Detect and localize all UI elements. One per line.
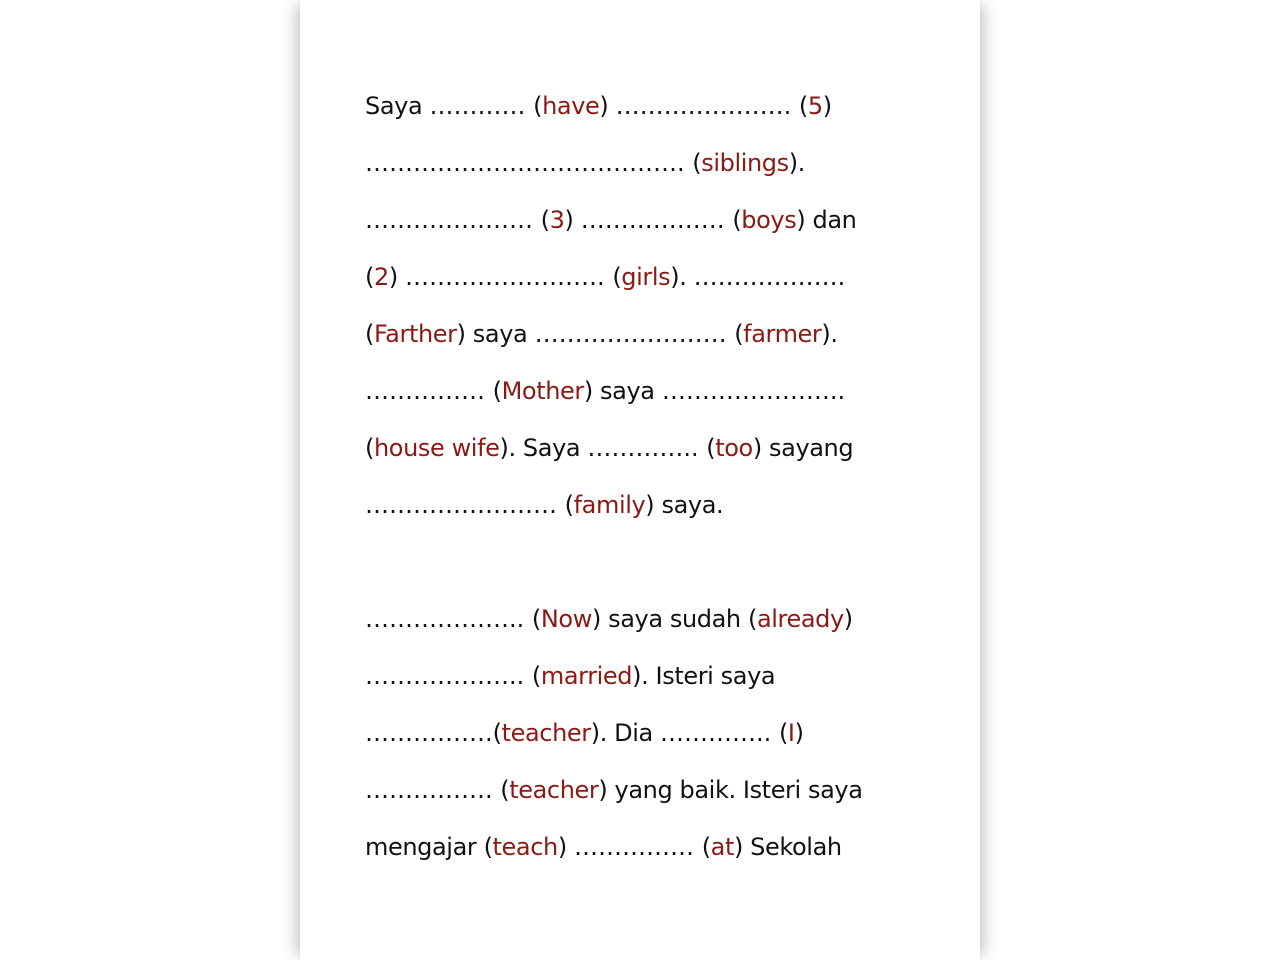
text-line: [365, 312, 945, 369]
fill-in-blank[interactable]: ………………….: [615, 92, 799, 120]
static-text: (: [540, 206, 550, 234]
fill-in-blank[interactable]: …………: [429, 92, 534, 120]
english-hint-word: siblings: [701, 149, 789, 177]
text-line: [365, 426, 945, 483]
fill-in-blank[interactable]: ……………………: [534, 320, 735, 348]
static-text: (: [734, 320, 744, 348]
english-hint-word: girls: [621, 263, 671, 291]
fill-in-blank[interactable]: …………..: [587, 434, 707, 462]
static-text: Saya: [365, 92, 430, 120]
static-text: ). Saya: [499, 434, 588, 462]
english-hint-word: Farther: [373, 320, 457, 348]
paragraph-gap: [365, 540, 945, 597]
fill-in-blank[interactable]: …………………..: [661, 377, 846, 405]
static-text: ): [388, 263, 406, 291]
text-line: [365, 84, 945, 141]
english-hint-word: teach: [492, 833, 558, 861]
static-text: ) saya.: [645, 491, 724, 519]
static-text: ) yang baik. Isteri saya: [598, 776, 863, 804]
static-text: (: [365, 434, 374, 462]
fill-in-blank[interactable]: ……………: [574, 833, 702, 861]
static-text: (: [533, 92, 543, 120]
english-hint-word: boys: [741, 206, 797, 234]
static-text: (: [612, 263, 622, 291]
static-text: ): [599, 92, 616, 120]
english-hint-word: teacher: [501, 719, 591, 747]
fill-in-blank[interactable]: ……………: [365, 377, 493, 405]
fill-in-blank[interactable]: …………………: [365, 206, 541, 234]
static-text: ). Dia: [590, 719, 661, 747]
static-text: ).: [670, 263, 694, 291]
static-text: ) dan: [796, 206, 857, 234]
static-text: ) saya sudah (: [591, 605, 757, 633]
text-line: [365, 768, 945, 825]
text-line: [365, 711, 945, 768]
document-page: [300, 0, 980, 960]
static-text: ): [822, 92, 832, 120]
text-line: [365, 198, 945, 255]
paragraph-2: [365, 597, 945, 882]
english-hint-word: Mother: [501, 377, 584, 405]
static-text: mengajar (: [365, 833, 493, 861]
static-text: (: [701, 833, 711, 861]
static-text: (: [365, 263, 374, 291]
static-text: (: [531, 605, 541, 633]
static-text: (: [706, 434, 716, 462]
english-hint-word: at: [710, 833, 734, 861]
fill-in-blank[interactable]: ………………..: [365, 662, 532, 690]
text-line: [365, 483, 945, 540]
english-hint-word: farmer: [743, 320, 822, 348]
static-text: ): [843, 605, 853, 633]
english-hint-word: Now: [540, 605, 592, 633]
english-hint-word: I: [787, 719, 795, 747]
static-text: (: [492, 719, 502, 747]
fill-in-blank[interactable]: ………………: [580, 206, 733, 234]
fill-in-blank[interactable]: ………………..: [365, 605, 532, 633]
static-text: ): [794, 719, 804, 747]
english-hint-word: already: [756, 605, 844, 633]
text-line: [365, 654, 945, 711]
text-line: [365, 369, 945, 426]
static-text: (: [778, 719, 788, 747]
fill-in-blank[interactable]: ………………………………….: [365, 149, 693, 177]
text-line: [365, 141, 945, 198]
static-text: ).: [821, 320, 838, 348]
english-hint-word: too: [715, 434, 753, 462]
static-text: (: [692, 149, 702, 177]
english-hint-word: married: [540, 662, 633, 690]
static-text: (: [365, 320, 374, 348]
worksheet-text: [365, 84, 945, 882]
static-text: (: [531, 662, 541, 690]
fill-in-blank[interactable]: ……………………: [365, 491, 565, 519]
fill-in-blank[interactable]: …………….: [365, 719, 493, 747]
static-text: ) Sekolah: [733, 833, 842, 861]
fill-in-blank[interactable]: …………….: [365, 776, 501, 804]
static-text: ). Isteri saya: [632, 662, 776, 690]
text-line: [365, 255, 945, 312]
static-text: (: [492, 377, 502, 405]
fill-in-blank[interactable]: …………..: [660, 719, 779, 747]
static-text: ).: [788, 149, 805, 177]
static-text: ): [557, 833, 575, 861]
fill-in-blank[interactable]: …………………….: [405, 263, 613, 291]
static-text: (: [564, 491, 574, 519]
static-text: ): [564, 206, 581, 234]
english-hint-word: family: [573, 491, 646, 519]
static-text: (: [732, 206, 742, 234]
english-hint-word: teacher: [509, 776, 599, 804]
english-hint-word: 2: [373, 263, 389, 291]
static-text: ) sayang: [752, 434, 854, 462]
english-hint-word: house wife: [373, 434, 500, 462]
static-text: (: [798, 92, 808, 120]
text-line: [365, 825, 945, 882]
english-hint-word: 3: [549, 206, 565, 234]
english-hint-word: have: [542, 92, 600, 120]
static-text: ) saya: [583, 377, 662, 405]
text-line: [365, 597, 945, 654]
paragraph-1: [365, 84, 945, 540]
static-text: ) saya: [456, 320, 535, 348]
static-text: (: [500, 776, 510, 804]
english-hint-word: 5: [807, 92, 823, 120]
fill-in-blank[interactable]: ……………….: [693, 263, 846, 291]
